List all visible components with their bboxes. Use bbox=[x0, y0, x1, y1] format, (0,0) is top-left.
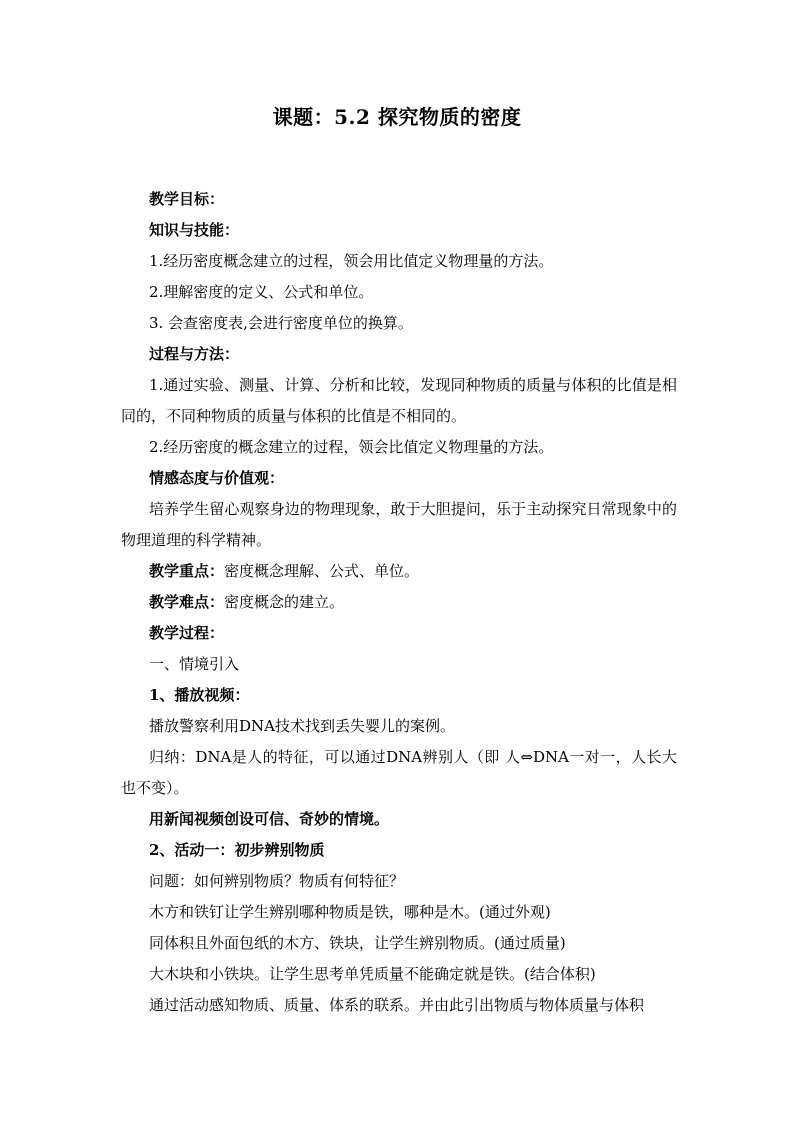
knowledge-item-3: 3. 会查密度表,会进行密度单位的换算。 bbox=[149, 314, 413, 332]
knowledge-item-2: 2.理解密度的定义、公式和单位。 bbox=[149, 283, 374, 301]
difficulty-text: 密度概念的建立。 bbox=[224, 593, 345, 611]
emotion-heading: 情感态度与价值观： bbox=[149, 469, 285, 487]
key-point-line bbox=[121, 556, 677, 587]
document-body bbox=[121, 184, 677, 1021]
difficulty-line bbox=[121, 587, 677, 618]
step-1-summary: 归纳：DNA是人的特征，可以通过DNA辨别人（即 人⇔DNA一对一，人长大也不变）。 bbox=[121, 748, 677, 797]
step-1-text: 播放警察利用DNA技术找到丢失婴儿的案例。 bbox=[149, 717, 455, 735]
step-1-note: 用新闻视频创设可信、奇妙的情境。 bbox=[149, 810, 390, 828]
step-2-line-3: 大木块和小铁块。让学生思考单凭质量不能确定就是铁。(结合体积) bbox=[149, 965, 596, 983]
difficulty-label: 教学难点： bbox=[149, 593, 225, 611]
knowledge-heading: 知识与技能： bbox=[149, 221, 240, 239]
process-item-1: 1.通过实验、测量、计算、分析和比较，发现同种物质的质量与体积的比值是相同的，不同种物质的质量与体积的比值是不相同的。 bbox=[121, 376, 677, 425]
step-2-heading: 2、活动一：初步辨别物质 bbox=[149, 841, 325, 859]
section-1-title: 一、情境引入 bbox=[149, 655, 240, 673]
step-2-line-1: 木方和铁钉让学生辨别哪种物质是铁，哪种是木。(通过外观) bbox=[149, 903, 551, 921]
key-point-text: 密度概念理解、公式、单位。 bbox=[224, 562, 420, 580]
step-2-line-2: 同体积且外面包纸的木方、铁块，让学生辨别物质。(通过质量) bbox=[149, 934, 566, 952]
process-item-2: 2.经历密度的概念建立的过程，领会比值定义物理量的方法。 bbox=[149, 438, 554, 456]
procedure-heading: 教学过程： bbox=[149, 624, 225, 642]
key-point-label: 教学重点： bbox=[149, 562, 225, 580]
knowledge-item-1: 1.经历密度概念建立的过程，领会用比值定义物理量的方法。 bbox=[149, 252, 554, 270]
objectives-heading: 教学目标： bbox=[149, 190, 225, 208]
lesson-title: 课题：5.2 探究物质的密度 bbox=[272, 105, 522, 129]
emotion-text: 培养学生留心观察身边的物理现象，敢于大胆提问，乐于主动探究日常现象中的物理道理的科学精神。 bbox=[121, 500, 677, 549]
step-2-line-4: 通过活动感知物质、质量、体系的联系。并由此引出物质与物体质量与体积 bbox=[149, 996, 645, 1014]
step-2-question: 问题：如何辨别物质？物质有何特征？ bbox=[149, 872, 405, 890]
process-heading: 过程与方法： bbox=[149, 345, 240, 363]
step-1-heading: 1、播放视频： bbox=[149, 686, 250, 704]
